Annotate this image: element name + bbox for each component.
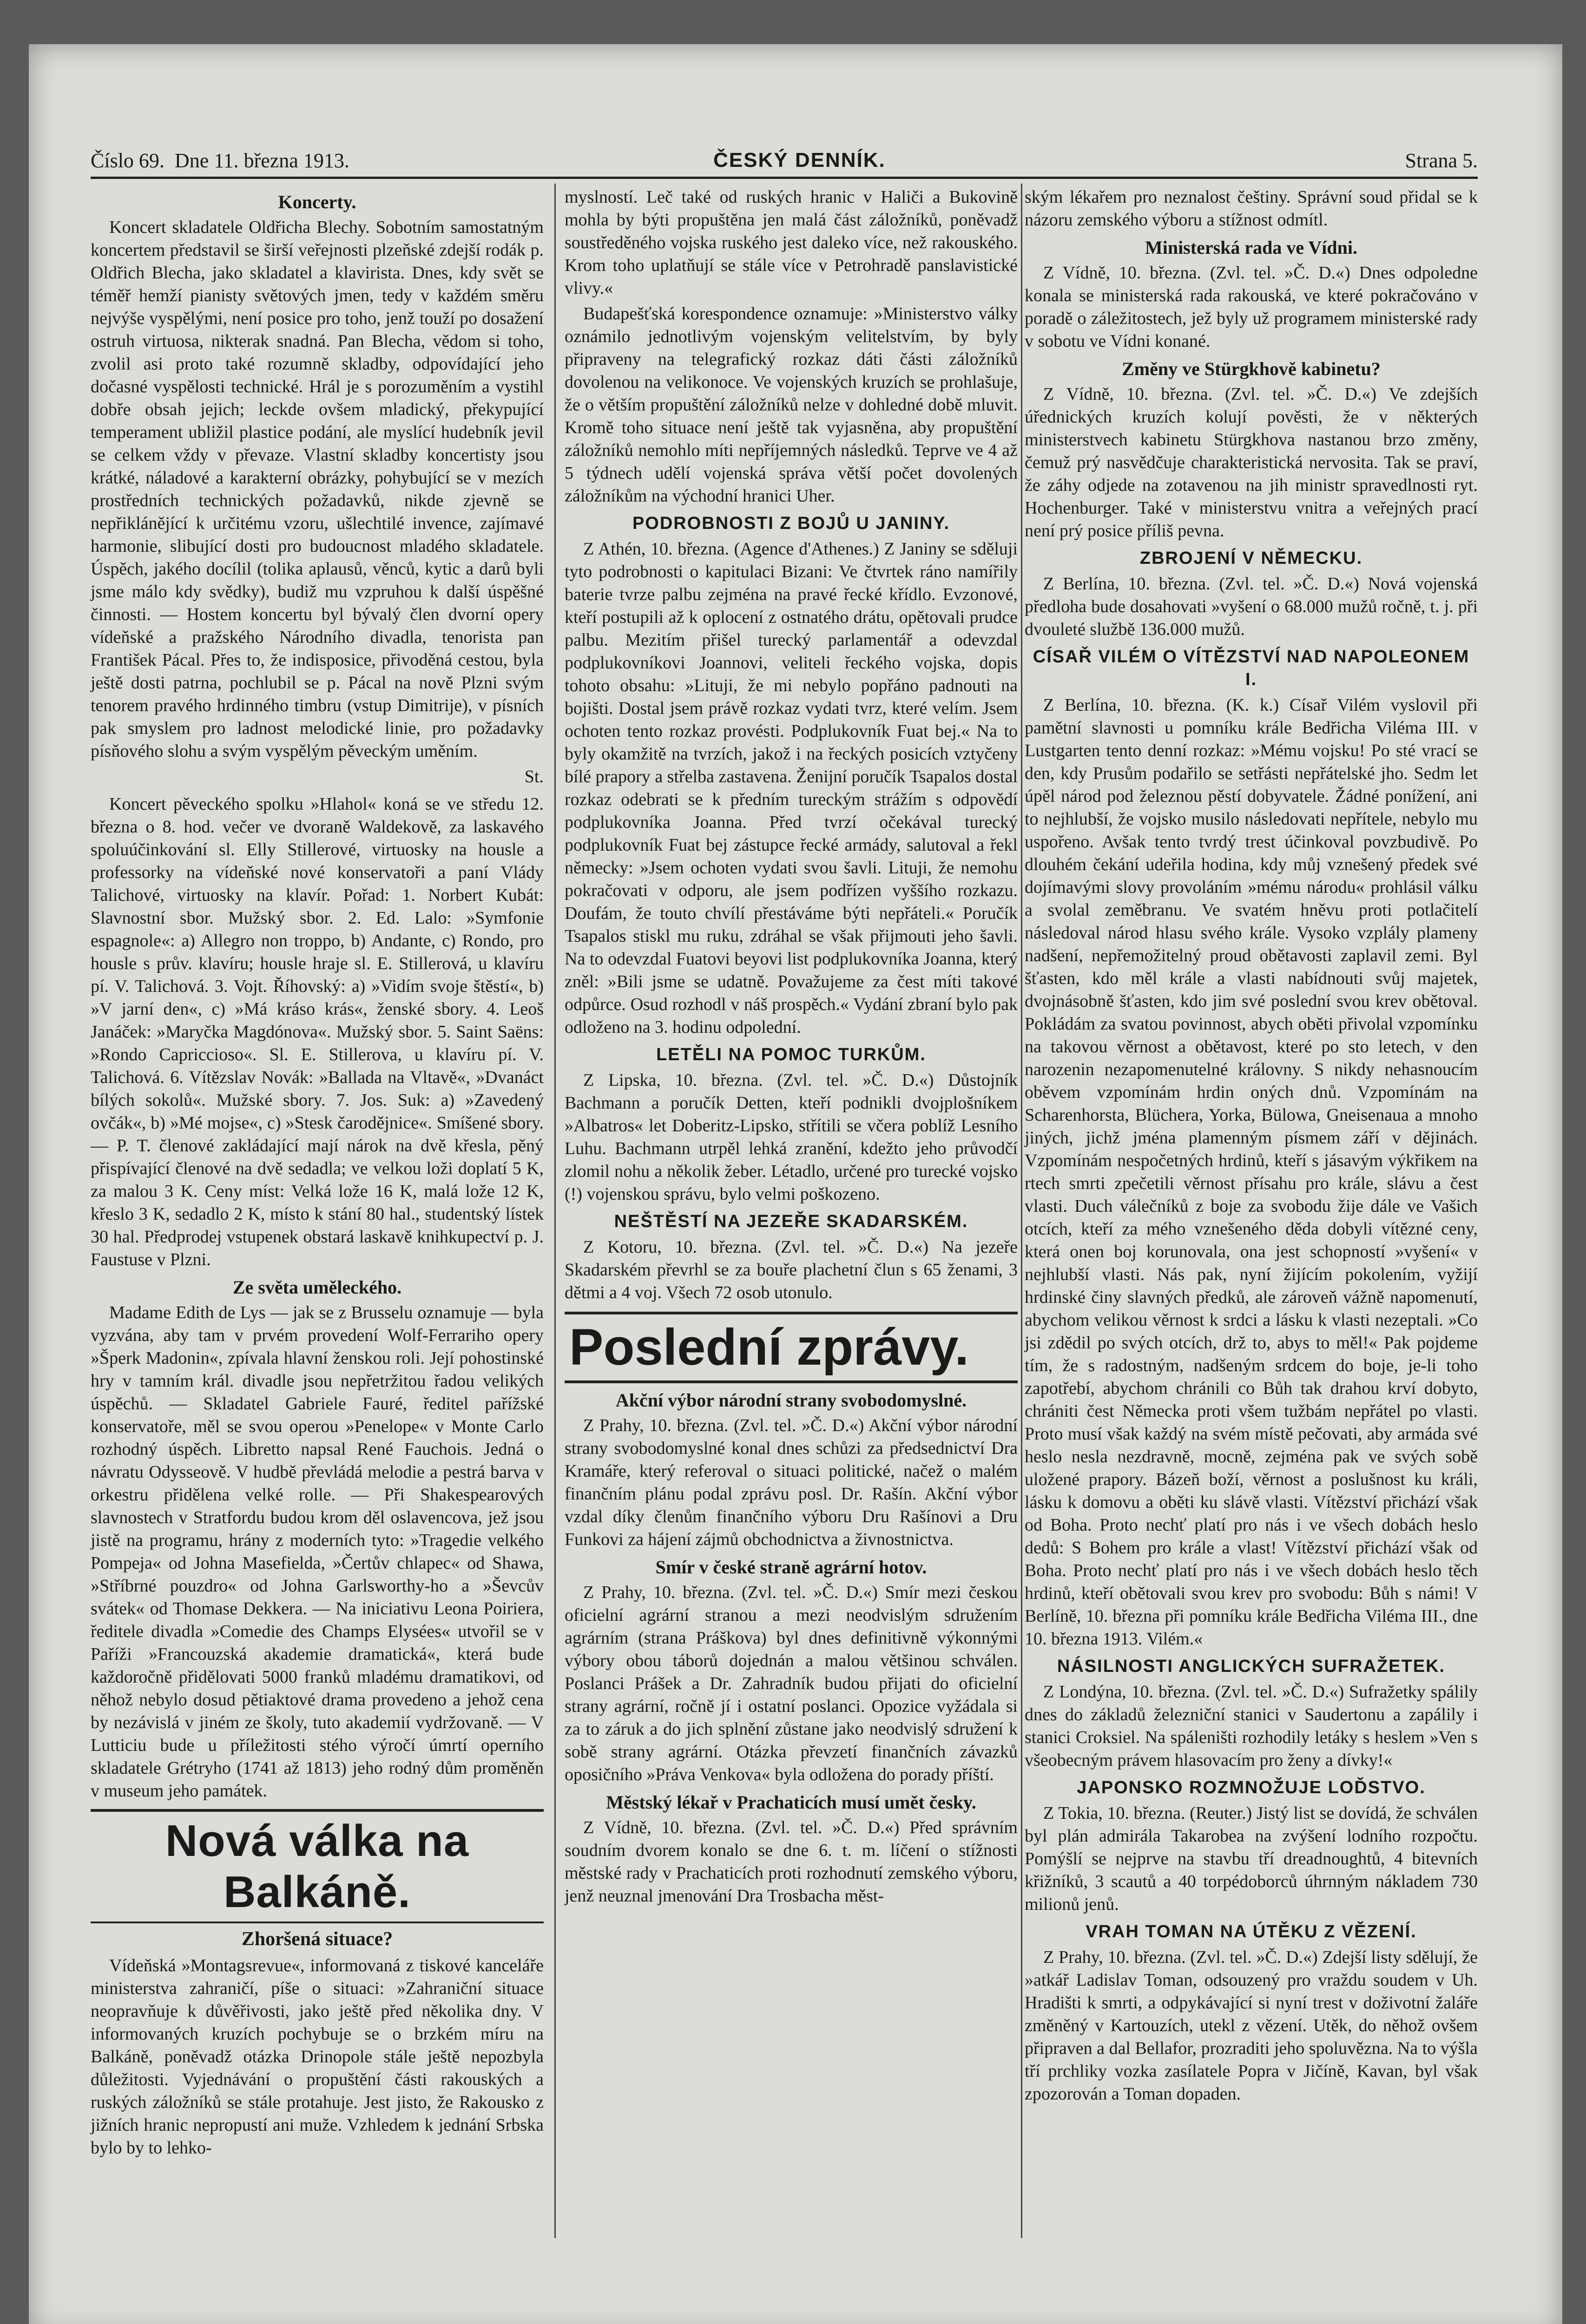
issue-date bbox=[91, 149, 349, 172]
column-1 bbox=[91, 186, 544, 2162]
article-paragraph: Z Londýna, 10. března. (Zvl. tel. »Č. D.«) Sufražetky spálily dnes do základů železniční stanici v Saudertonu a zapálily i stanici Croksiel. Na spáleništi rozhodily letáky s heslem »Ven s všeobecným právem hlasovacím pro ženy a dívky!« bbox=[1025, 1682, 1478, 1770]
section-heading: PODROBNOSTI Z BOJŮ U JANINY. bbox=[632, 514, 950, 533]
headline: Nová válka na Balkáně. bbox=[91, 1809, 544, 1923]
issue-date-text: Dne 11. března 1913. bbox=[174, 149, 349, 172]
newspaper-title: ČESKÝ DENNÍK. bbox=[713, 149, 886, 172]
section-heading: Akční výbor národní strany svobodomyslné. bbox=[615, 1390, 967, 1411]
column-3 bbox=[1025, 186, 1478, 2108]
section-heading: Ministerská rada ve Vídni. bbox=[1145, 237, 1358, 258]
headline: Poslední zprávy. bbox=[565, 1312, 1018, 1383]
section-heading: Změny ve Stürgkhově kabinetu? bbox=[1122, 358, 1381, 379]
section-heading: CÍSAŘ VILÉM O VÍTĚZSTVÍ NAD NAPOLEONEM I. bbox=[1033, 647, 1470, 689]
column-rule bbox=[1021, 184, 1022, 2238]
section-heading: Ze světa uměleckého. bbox=[232, 1277, 402, 1298]
article-paragraph: Z Berlína, 10. března. (K. k.) Císař Vilém vyslovil při pamětní slavnosti u pomníku krále Bedřicha Viléma III. v Lustgarten tento denní rozkaz: »Mému vojsku! Po sté vrací se den, kdy Prusům podařilo se setřásti nepřátelské jho. Sedm let úpěl národ pod železnou pěstí dobyvatele. Žádné ponížení, ani to nejhlubší, že vojsko musilo následovati nepřítele, nebylo mu uspořeno. Avšak tento tvrdý trest účinkoval povzbudivě. Po dlouhém čekání udeřila hodina, kdy můj vznešený předek své dojímavými slovy provoláním »mému národu« prohlásil válku a svolal zeměbranu. Ve svatém hněvu proti potlačitelí následoval národ hlasu svého krále. Vysoko vzplály plameny nadšení, nepřemožitelný proud obětavosti zaplavil zemi. Byl šťasten, kdo měl krále a vlasti nabídnouti svůj majetek, dvojnásobně šťasten, kdo jim své poslední svou krev obětoval. Pokládám za svatou povinnost, abych oběti přivolal vzpomínku na takovou věrnost a obětavost, které po sto letech, v den narozenin nezapomenutelné královny. S nikdy nehasnoucím oběvem vzpomínám hrdin oných dnů. Vzpomínám na Scharenhorsta, Blüchera, Yorka, Bülowa, Gneisenaua a mnoho jiných, jichž jména plamenným písmem září v dějinách. Vzpomínám nespočetných hrdinů, kteří s jásavým výkřikem na rtech smrti zpečetili věrnost přísahu pro krále, slávu a čest vlasti. Duch válečníků z boje za svobodu žije dále ve Vašich otcích, kteří za mého vznešeného děda dobyli vítězné ceny, která onen boj korunovala, ona jest schopností »vyšení« v nejhlubší vlasti. Nás pak, nyní žijícím pokolením, vyžijí hrdinské činy slavných předků, ale zároveň vážně napomenutí, abychom velikou věrnost k srdci a lásku k vlasti nezeptali. »Co jsi zdědil po svých otcích, drž to, abys to měl!« Pak pojdeme tím, že s radostným, nadšeným srdcem do boje, je-li toho zapotřebí, abychom chránili co Bůh tak drahou krví dobyto, chrániti čest Německa proti všem tužbám nepřátel po vlasti. Proto musí však každý na svém místě pečovati, aby armáda své heslo nesla nezdravně, mocně, zejména pak ve svých sobě uložené prapory. Bázeň boží, věrnost a poslušnost ku králi, lásku k domovu a oběti ku slávě vlasti. Vítězství přichází však od Boha. Proto nechť platí pro nás i ve všech dobách heslo dedů: S Bohem pro krále a vlast! Vítězství přichází však od Boha. Proto nechť platí pro nás i ve všech dobách heslo těch hrdinů, kteří obětovali svou krev pro svobodu: Bůh s námi! V Berlíně, 10. března při pomníku krále Bedřicha Viléma III., dne 10. března 1913. Vilém.« bbox=[1025, 695, 1478, 1649]
article-paragraph: Z Prahy, 10. března. (Zvl. tel. »Č. D.«) Smír mezi českou oficielní agrární stranou a mezi neodvislým sdružením agrárním (strana Práškova) byl dnes definitivně výkonnými výbory obou táborů dojednán a malou většinou schválen. Poslanci Prášek a Dr. Zahradník budou přijati do oficielní strany agrární, ročně jí i ostatní poslanci. Opozice vyžádala si za to záruk a do jich splnění zůstane jako neodvislý sdružení k sobě strany agrární. Otázka převzetí finančních závazků oposičního »Práva Venkova« byla odložena do porady příští. bbox=[565, 1583, 1018, 1784]
article-paragraph: Z Tokia, 10. března. (Reuter.) Jistý list se dovídá, že schválen byl plán admirála Takarobea na zvýšení lodního rozpočtu. Pomýšlí se nejprve na stavbu tří dreadnoughtů, 4 bitevních křižníků, 3 scautů a 40 torpédoborců úhrnným nákladem 730 milionů jenů. bbox=[1025, 1803, 1478, 1914]
section-heading: NÁSILNOSTI ANGLICKÝCH SUFRAŽETEK. bbox=[1057, 1657, 1446, 1676]
section-heading: Smír v české straně agrární hotov. bbox=[655, 1557, 927, 1578]
section-heading: Koncerty. bbox=[278, 191, 356, 212]
column-rule bbox=[554, 184, 556, 2238]
issue-number: Číslo 69. bbox=[91, 149, 165, 172]
article-paragraph: Madame Edith de Lys — jak se z Brusselu oznamuje — byla vyzvána, aby tam v prvém provedení Wolf-Ferrariho opery »Šperk Madonin«, zpívala hlavní ženskou roli. Její pohostinské hry v tamním král. divadle jsou nepřetržitou řadou velikých úspěchů. — Skladatel Gabriele Fauré, ředitel pařížské konservatoře, měl se svou operou »Penelope« v Monte Carlo rozhodný úspěch. Libretto napsal René Fauchois. Jedná o návratu Odysseově. V hudbě převládá melodie a pestrá barva v orkestru přidělena velké rolle. — Při Shakespearových slavnostech v Stratfordu budou krom děl oslavencova, jež jsou jistě na programu, hrány z moderních tyto: »Tragedie velkého Pompeja« od Johna Masefielda, »Čertův chlapec« od Shawa, »Stříbrné pouzdro« od Johna Garlsworthy-ho a »Ševcův svátek« od Thomase Dekkera. — Na iniciativu Leona Poiriera, ředitele divadla »Comedie des Champs Elysées« utvořil se v Paříži »Francouzská akademie dramatická«, která bude každoročně přidělovati 5000 franků mladému dramatikovi, od něhož nebylo dosud pětiaktové drama provedeno a jehož cena by nezávislá v jiném ze školy, tuto akademií vydržovaně. — V Lutticiu bude u příležitosti stého výročí úmrtí operního skladatele Grétryho (1741 až 1813) jeho rodný dům proměněn v museum jeho památek. bbox=[91, 1303, 544, 1801]
section-heading: NEŠTĚSTÍ NA JEZEŘE SKADARSKÉM. bbox=[614, 1212, 968, 1231]
column-2 bbox=[565, 186, 1018, 1910]
section-heading: ZBROJENÍ V NĚMECKU. bbox=[1139, 548, 1363, 568]
page-number: Strana 5. bbox=[1405, 149, 1478, 172]
section-heading: LETĚLI NA POMOC TURKŮM. bbox=[656, 1045, 926, 1064]
article-paragraph: Z Lipska, 10. března. (Zvl. tel. »Č. D.«) Důstojník Bachmann a poručík Detten, kteří podnikli dvojplošníkem »Albatros« let Doberitz-Lipsko, střítili se včera poblíž Lesního Luhu. Bachmann utrpěl lehká zranění, kdežto jeho průvodčí zlomil nohu a několik žeber. Létadlo, určené pro turecké vojsko (!) vojenskou správu, bylo velmi poškozeno. bbox=[565, 1070, 1018, 1204]
subheadline: Zhoršená situace? bbox=[241, 1928, 393, 1950]
section-heading: JAPONSKO ROZMNOŽUJE LOĎSTVO. bbox=[1077, 1778, 1426, 1797]
article-paragraph: Z Berlína, 10. března. (Zvl. tel. »Č. D.«) Nová vojenská předloha bude dosahovati »vyšení o 68.000 mužů ročně, t. j. při dvouleté službě 136.000 mužů. bbox=[1025, 574, 1478, 639]
article-paragraph: Z Prahy, 10. března. (Zvl. tel. »Č. D.«) Zdejší listy sdělují, že »atkář Ladislav Toman, odsouzený pro vraždu soudem v Uh. Hradišti k smrti, a odpykávající si nyní trest v doživotní žaláře změněný v Kartouzích, utekl z vězení. Utěk, do něhož ovšem připraven a dal Bellafor, prozraditi jeho spoluvězna. Na to výšla tří prchliky vozka zasílatele Popra v Jičíně, Kavan, byl však zpozorován a Toman dopaden. bbox=[1025, 1948, 1478, 2104]
article-signature: St. bbox=[524, 767, 544, 786]
article-paragraph: Z Vídně, 10. března. (Zvl. tel. »Č. D.«) Ve zdejších úřednických kruzích kolují pověsti, že v některých ministerstvech kabinetu Stürgkhova nastanou brzo změny, čemuž prý nasvědčuje charakteristická nervosita. Tak se praví, že záhy odjede na zotavenou na jih ministr spravedlnosti ryt. Hochenburger. Také v ministerstvu vnitra a veřejných prací není prý posice příliš pevna. bbox=[1025, 384, 1478, 541]
article-paragraph: Koncert skladatele Oldřicha Blechy. Sobotním samostatným koncertem představil se širší veřejnosti plzeňské zdejší rodák p. Oldřich Blecha, jako skladatel a klavirista. Dnes, kdy svět se téměř hemží pianisty světových jmen, tedy v každém směru nejvýše vyspělými, není posice pro toho, jenž touží po dosažení ostruh virtuosa, nikterak snadná. Pan Blecha, vědom si toho, zvolil asi proto také rozumně skladby, odpovídající jeho dočasné vyspělosti technické. Hrál je s porozuměním a vystihl dobře obsah jejich; leckde ovšem mladický, překypující temperament ubližil plastice podání, ale myslící hudebník jevil se celkem vždy v převaze. Vlastní skladby koncertisty jsou krátké, náladové a karakterní obrázky, pohybující se v mezích prostředních technických požadavků, nikde zjevně se nepřiklánějící k určitému vzoru, ušlechtilé invence, zajímavé harmonie, slibující dosti pro budoucnost mladého skladatele. Úspěch, jakého docílil (tolika aplausů, věnců, kytic a darů byli jsme málo kdy svědky), budiž mu vzpruhou k další úspěšné činnosti. — Hostem koncertu byl bývalý člen dvorní opery vídeňské a pražského Národního divadla, tenorista pan František Pácal. Přes to, že indisposice, přivoděná cestou, byla ještě dosti patrna, pochlubil se p. Pácal na nově Plzni svým tenorem pravého hrdinného timbru (vstup Dimitrije), v písních pak smyslem pro ladnost melodické linie, pro požadavky písňového slohu a svým vyspělým pěveckým uměním. bbox=[91, 218, 544, 761]
article-paragraph: ským lékařem pro neznalost češtiny. Správní soud přidal se k názoru zemského výboru a stížnost odmítl. bbox=[1025, 187, 1478, 230]
section-heading: Městský lékař v Prachaticích musí umět česky. bbox=[606, 1792, 976, 1813]
article-paragraph: Koncert pěveckého spolku »Hlahol« koná se ve středu 12. března o 8. hod. večer ve dvoraně Waldekově, za laskavého spoluúčinkování sl. Elly Stillerové, virtuosky na housle a professorky na vídeňské nové konservatoři a paní Vlády Talichové, virtuosky na klavír. Pořad: 1. Norbert Kubát: Slavnostní sbor. Mužský sbor. 2. Ed. Lalo: »Symfonie espagnole«: a) Allegro non troppo, b) Andante, c) Rondo, pro housle s prův. klavíru; housle hraje sl. E. Stillerová, u klavíru pí. V. Talichová. 3. Vojt. Říhovský: a) »Vidím svoje štěstí«, b) »V jarní den«, c) »Má kráso krás«, ženské sbory. 4. Leoš Janáček: »Maryčka Magdónova«. Mužský sbor. 5. Saint Saëns: »Rondo Capriccioso«. Sl. E. Stillerova, u klavíru pí. V. Talichová. 6. Vítězslav Novák: »Ballada na Vltavě«, »Dvanáct bílých sokolů«. Mužské sbory. 7. Jos. Suk: a) »Zavedený ovčák«, b) »Mé mojse«, c) »Stesk čarodějnice«. Smíšené sbory. — P. T. členové zakládající mají nárok na dvě křesla, pěný přispívající členové na dvě sedadla; ve velkou loži doplatí 5 K, za malou 3 K. Ceny míst: Velká lože 16 K, malá lože 12 K, křeslo 3 K, sedadlo 2 K, místo k stání 80 hal., studentský lístek 30 hal. Předprodej vstupenek obstará laskavě knihkupectví p. J. Faustuse v Plzni. bbox=[91, 794, 544, 1269]
masthead bbox=[91, 149, 1478, 179]
article-paragraph: Budapešťská korespondence oznamuje: »Ministerstvo války oznámilo jednotlivým vojenským velitelstvím, by byly připraveny na telegrafický rozkaz dáti části záložníků dovolenou na velikonoce. Ve vojenských kruzích se prohlašuje, že o větším propuštění záložníků nelze v dohledné době mluvit. Kromě toho situace není ještě tak vyjasněna, aby propuštění záložníků nemohlo míti nepříjemných následků. Teprve ve 4 až 5 týdnech udělí vojenská správa větší počet dovolených záložníkům na východní hranici Uher. bbox=[565, 304, 1018, 506]
article-paragraph: myslností. Leč také od ruských hranic v Haliči a Bukovině mohla by býti propuštěna jen malá část záložníků, poněvadž soustředěného vojska ruského jest daleko více, než rakouského. Krom toho uplatňují se stále více v Petrohradě panslavistické vlivy.« bbox=[565, 187, 1018, 298]
section-heading: VRAH TOMAN NA ÚTĚKU Z VĚZENÍ. bbox=[1086, 1922, 1417, 1941]
article-paragraph: Z Prahy, 10. března. (Zvl. tel. »Č. D.«) Akční výbor národní strany svobodomyslné konal dnes schůzi za předsednictví Dra Kramáře, který referoval o situaci politické, načež o malém finančním plánu podal zprávu posl. Dr. Rašín. Akční výbor vzdal díky členům finančního výboru Dru Rašínovi a Dru Funkovi za hájení zájmů obchodnictva a živnostnictva. bbox=[565, 1416, 1018, 1549]
article-paragraph: Z Kotoru, 10. března. (Zvl. tel. »Č. D.«) Na jezeře Skadarském převrhl se za bouře plachetní člun s 65 ženami, 3 dětmi a 4 voj. Všech 72 osob utonulo. bbox=[565, 1237, 1018, 1302]
article-paragraph: Z Athén, 10. března. (Agence d'Athenes.) Z Janiny se sděluji tyto podrobnosti o kapitulaci Bizani: Ve čtvrtek ráno namířily baterie tvrze palbu zejména na pravé řecké křídlo. Evzonové, kteří postupili až k oplocení z ostnatého drátu, opětovali prudce palbu. Mezitím přišel turecký parlamentář a odevzdal podplukovníkovi Joannovi, veliteli řeckého vojska, dopis tohoto obsahu: »Lituji, že mi nebylo popřáno padnouti na bojišti. Dostal jsem právě rozkaz vydati tvrz, které velím. Jsem ochoten tento rozkaz provésti. Podplukovník Fuat bej.« Na to byly okamžitě na tvrzích, jakož i na řeckých posicích vztyčeny bílé prapory a střelba zastavena. Ženijní poručík Tsapalos dostal rozkaz odebrati se k předním tureckým strážím s odpovědí podplukovníka Joanna. Před tvrzí očekával turecký podplukovník Fuat bej zástupce řecké armády, salutoval a řekl německy: »Jsem ochoten vydati svou šavli. Lituji, že nemohu pokračovati v odporu, ale jsem podřízen vyššího rozkazu. Doufám, že touto chvílí přestáváme býti nepřáteli.« Poručík Tsapalos stiskl mu ruku, zdráhal se však přijmouti jeho šavli. Na to odevzdal Fuatovi beyovi list podplukovníka Joanna, který zněl: »Bili jsme se udatně. Považujeme za čest míti takové odpůrce. Osud rozhodl v náš prospěch.« Vydání zbraní bylo pak odloženo na 3. hodinu odpolední. bbox=[565, 539, 1018, 1037]
article-paragraph: Z Vídně, 10. března. (Zvl. tel. »Č. D.«) Před správním soudním dvorem konalo se dne 6. t. m. líčení o stížnosti městské rady v Prachaticích proti rozhodnutí zemského výboru, jenž neuznal jmenování Dra Trosbacha měst- bbox=[565, 1818, 1018, 1906]
article-paragraph: Vídeňská »Montagsrevue«, informovaná z tiskové kanceláře ministerstva zahraničí, píše o situaci: »Zahraniční situace neopravňuje k důvěřivosti, jako ještě před několika dny. V informovaných kruzích pochybuje se o brzkém míru na Balkáně, poněvadž otázka Drinopole stále ještě nepozbyla důležitosti. Vyjednávání o propuštění části rakouských a ruských záložníků se stále protahuje. Jest jisto, že Rakousko z jižních hranic nepropustí ani muže. Vzhledem k jednání Srbska bylo by to lehko- bbox=[91, 1956, 544, 2158]
article-paragraph: Z Vídně, 10. března. (Zvl. tel. »Č. D.«) Dnes odpoledne konala se ministerská rada rakouská, ve které pokračováno v poradě o záležitostech, jež byly už programem ministerské rady v sobotu ve Vídni konané. bbox=[1025, 263, 1478, 351]
